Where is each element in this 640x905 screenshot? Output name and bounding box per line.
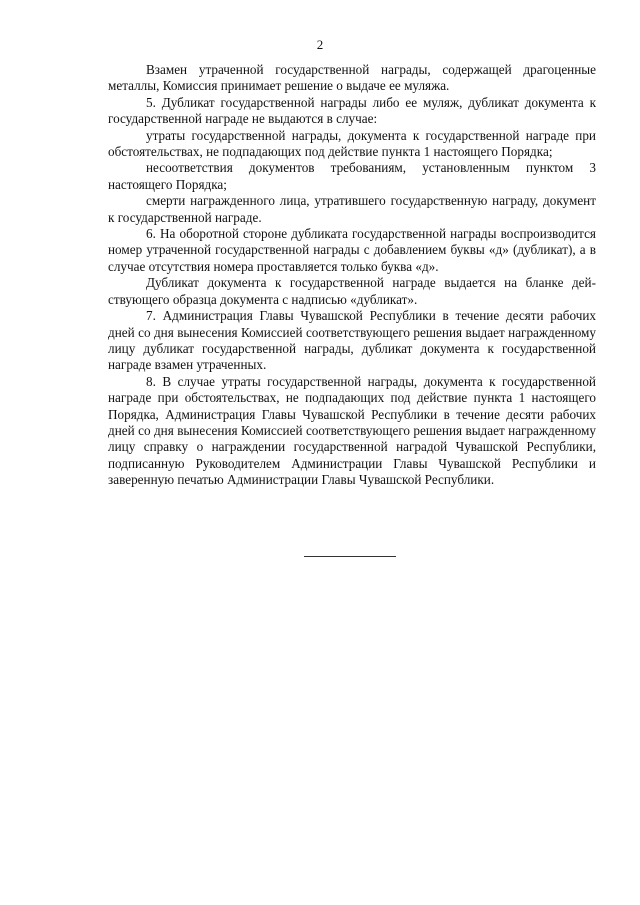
paragraph-item-6-duplicate-form: Дубликат документа к государственной награде выдается на бланке действующего образца документа с надписью «дубликат». <box>108 275 596 307</box>
page-number: 2 <box>316 37 324 52</box>
paragraph-item-8: 8. В случае утраты государственной награды, документа к государственной награде при обстоятельствах, не подпадающих под действие пункта 1 настоящего Порядка, Администрация Главы Чувашской Республики в течение десяти рабочих дней со дня вынесения Комиссией соответствующего решения выдает награжденному лицу справку о награждении государственной наградой Чувашской Республики, подписанную Руководителем Администрации Главы Чувашской Республики и заверенную печатью Администрации Главы Чувашской Республики. <box>108 373 596 488</box>
paragraph-item-6: 6. На оборотной стороне дубликата государственной награды воспроизводится номер утраченной государственной награды с добавлением буквы «д» (дубликат), а в случае отсутствия номера проставляется только буква «д». <box>108 226 596 274</box>
paragraph-replacement-muliazh: Взамен утраченной государственной награды, содержащей драгоценные металлы, Комиссия принимает решение о выдаче ее муляжа. <box>108 62 596 94</box>
paragraph-item-5: 5. Дубликат государственной награды либо ее муляж, дубликат документа к государственной награде не выдаются в случае: <box>108 94 596 127</box>
paragraph-item-5-case-nonconformity: несоответствия документов требованиям, установленным пунктом 3 настоящего Порядка; <box>108 160 596 192</box>
paragraph-item-5-case-loss: утраты государственной награды, документа к государственной награде при обстоятельствах, не подпадающих под действие пункта 1 настоящего Порядка; <box>108 127 596 160</box>
end-of-document-rule <box>304 556 396 557</box>
paragraph-item-7: 7. Администрация Главы Чувашской Республики в течение десяти рабочих дней со дня вынесения Комиссией соответствующего решения выдает награжденному лицу дубликат государственной награды, дубликат документа к государственной награде взамен утраченных. <box>108 308 596 373</box>
paragraph-item-5-case-death: смерти награжденного лица, утратившего государственную награду, документ к государственной награде. <box>108 193 596 225</box>
document-body <box>108 62 596 489</box>
